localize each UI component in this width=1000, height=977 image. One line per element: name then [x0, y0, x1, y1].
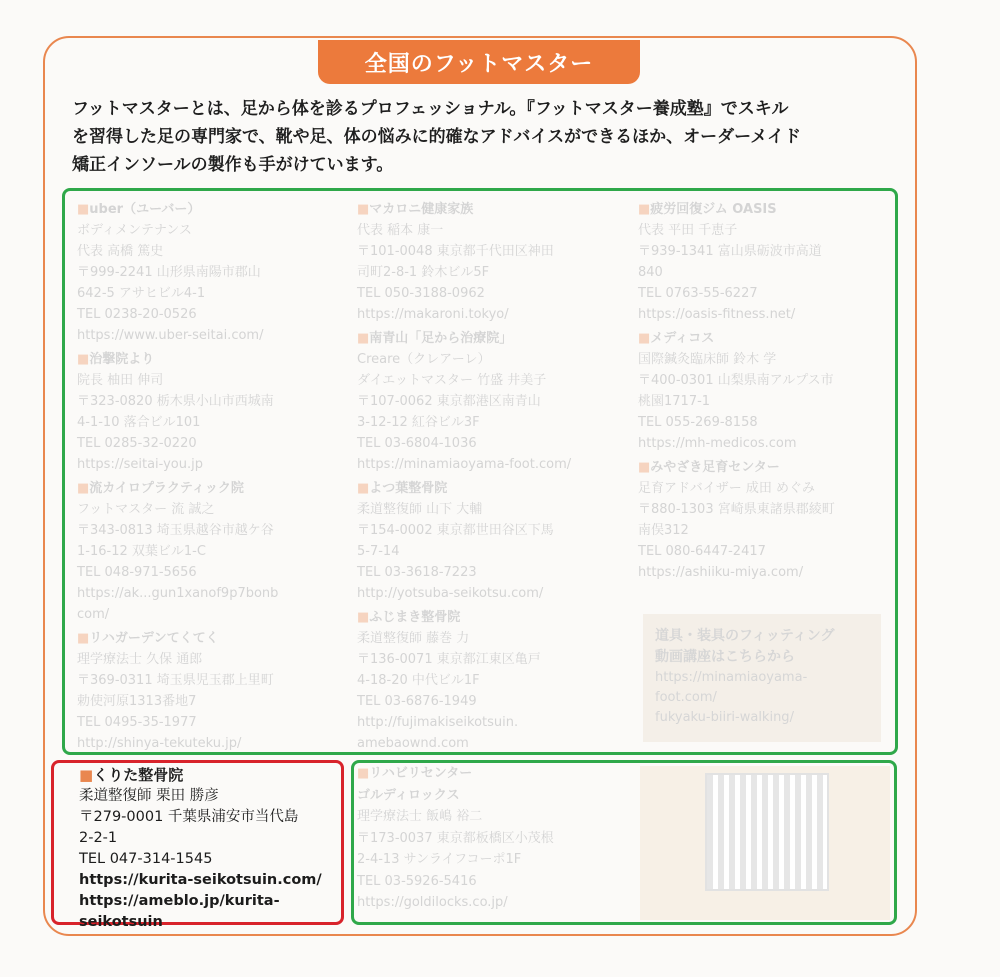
video-url[interactable]: fukyaku-biiri-walking/ — [655, 710, 794, 725]
clinic-detail: 4-1-10 落合ビル101 — [77, 415, 201, 430]
clinic-detail: 642-5 アサヒビル4-1 — [77, 286, 206, 301]
clinic-name-text: リハビリセンター — [369, 766, 473, 781]
clinic-detail: Creare（クレアーレ） — [357, 352, 491, 367]
clinic-detail: 〒154-0002 東京都世田谷区下馬 — [357, 523, 554, 538]
clinic-entry — [638, 328, 883, 454]
video-course-panel — [643, 614, 881, 742]
clinic-name-text: くりた整骨院 — [93, 766, 184, 784]
clinic-detail: TEL 0763-55-6227 — [638, 286, 758, 301]
clinic-address: 〒279-0001 千葉県浦安市当代島 — [79, 809, 299, 825]
clinic-detail: 桃園1717-1 — [638, 394, 711, 409]
clinic-detail: TEL 03-6876-1949 — [357, 694, 477, 709]
square-bullet-icon: ■ — [357, 202, 370, 217]
clinic-entry — [77, 628, 347, 754]
clinic-detail: TEL 0495-35-1977 — [77, 715, 197, 730]
square-bullet-icon: ■ — [77, 202, 90, 217]
clinic-name — [357, 763, 637, 785]
clinic-url[interactable]: https://oasis-fitness.net/ — [638, 307, 796, 322]
square-bullet-icon: ■ — [77, 352, 90, 367]
clinic-detail: 柔道整復師 栗田 勝彦 — [79, 788, 219, 804]
clinic-detail: 〒999-2241 山形県南陽市郡山 — [77, 265, 261, 280]
clinic-detail: TEL 055-269-8158 — [638, 415, 758, 430]
clinic-entry — [357, 478, 632, 604]
clinic-url[interactable]: https://www.uber-seitai.com/ — [77, 328, 264, 343]
square-bullet-icon: ■ — [638, 202, 651, 217]
clinic-url[interactable]: https://seitai-you.jp — [77, 457, 204, 472]
clinic-url[interactable]: https://minamiaoyama-foot.com/ — [357, 457, 572, 472]
clinic-name-text: uber（ユーバー） — [89, 202, 201, 217]
clinic-detail: 柔道整復師 山下 大輔 — [357, 502, 483, 517]
clinic-url[interactable]: https://makaroni.tokyo/ — [357, 307, 509, 322]
clinic-detail: 代表 稲本 康一 — [357, 223, 444, 238]
clinic-name — [638, 328, 883, 349]
clinic-detail: TEL 03-3618-7223 — [357, 565, 477, 580]
clinic-detail: 院長 柚田 伸司 — [77, 373, 164, 388]
clinic-detail: 〒880-1303 宮崎県東諸県郡綾町 — [638, 502, 835, 517]
clinic-name-text: マカロニ健康家族 — [369, 202, 474, 217]
rehab-entry — [357, 763, 637, 914]
clinic-url[interactable]: https://ak...gun1xanof9p7bonb — [77, 586, 279, 601]
clinic-detail: 〒107-0062 東京都港区南青山 — [357, 394, 541, 409]
qr-code-icon[interactable] — [705, 773, 829, 891]
clinic-entry — [77, 349, 347, 475]
clinic-address: 2-2-1 — [79, 830, 118, 846]
clinic-name-text: よつ葉整骨院 — [369, 481, 448, 496]
clinic-detail: 〒369-0311 埼玉県児玉郡上里町 — [77, 673, 274, 688]
clinic-name — [77, 478, 347, 499]
video-url[interactable]: https://minamiaoyama-foot.com/ — [655, 670, 808, 705]
intro-text — [72, 95, 902, 179]
clinic-detail: com/ — [77, 607, 110, 622]
square-bullet-icon: ■ — [79, 766, 94, 784]
clinic-url[interactable]: http://yotsuba-seikotsu.com/ — [357, 586, 544, 601]
clinic-name — [79, 765, 341, 786]
directory-column-1 — [77, 199, 347, 757]
clinic-entry — [77, 199, 347, 346]
clinic-detail: 5-7-14 — [357, 544, 400, 559]
clinic-name — [638, 457, 883, 478]
clinic-detail: 〒323-0820 栃木県小山市西城南 — [77, 394, 274, 409]
clinic-detail: ダイエットマスター 竹盛 井美子 — [357, 373, 547, 388]
clinic-subname: ゴルディロックス — [357, 787, 460, 803]
clinic-detail: 柔道整復師 藤巻 力 — [357, 631, 470, 646]
clinic-detail: 4-18-20 中代ビル1F — [357, 673, 480, 688]
clinic-phone: TEL 03-5926-5416 — [357, 873, 477, 889]
clinic-detail: 840 — [638, 265, 663, 280]
clinic-entry — [638, 199, 883, 325]
clinic-detail: 〒939-1341 富山県砺波市高道 — [638, 244, 822, 259]
clinic-name — [357, 328, 632, 349]
square-bullet-icon: ■ — [357, 610, 370, 625]
clinic-url[interactable]: http://shinya-tekuteku.jp/ — [77, 736, 242, 751]
clinic-url[interactable]: https://ameblo.jp/kurita-seikotsuin — [79, 893, 280, 930]
square-bullet-icon: ■ — [77, 481, 90, 496]
clinic-name — [357, 199, 632, 220]
clinic-name — [77, 628, 347, 649]
clinic-url[interactable]: https://kurita-seikotsuin.com/ — [79, 872, 322, 888]
clinic-name-text: 流カイロプラクティック院 — [89, 481, 244, 496]
clinic-detail: TEL 03-6804-1036 — [357, 436, 477, 451]
clinic-url[interactable]: https://goldilocks.co.jp/ — [357, 895, 508, 910]
clinic-detail: 〒136-0071 東京都江東区亀戸 — [357, 652, 541, 667]
clinic-url[interactable]: https://mh-medicos.com — [638, 436, 797, 451]
clinic-name-text: 疲労回復ジム OASIS — [650, 202, 777, 217]
square-bullet-icon: ■ — [638, 460, 651, 475]
directory-column-3 — [638, 199, 883, 586]
clinic-entry — [77, 478, 347, 625]
clinic-detail: TEL 080-6447-2417 — [638, 544, 766, 559]
clinic-address: 2-4-13 サンライフコーポ1F — [357, 852, 522, 867]
clinic-detail: 〒343-0813 埼玉県越谷市越ケ谷 — [77, 523, 274, 538]
clinic-name-text: 治撃院より — [89, 352, 155, 367]
square-bullet-icon: ■ — [357, 766, 370, 781]
clinic-entry — [357, 607, 632, 754]
clinic-name — [77, 349, 347, 370]
intro-line: 矯正インソールの製作も手がけています。 — [72, 155, 394, 175]
intro-line: フットマスターとは、足から体を診るプロフェッショナル。『フットマスター養成塾』でスキル — [72, 99, 789, 119]
clinic-detail: 〒101-0048 東京都千代田区神田 — [357, 244, 554, 259]
clinic-entry — [357, 199, 632, 325]
intro-line: を習得した足の専門家で、靴や足、体の悩みに的確なアドバイスができるほか、オーダーメイド — [72, 127, 801, 147]
square-bullet-icon: ■ — [638, 331, 651, 346]
clinic-name-text: 南青山「足から治療院」 — [369, 331, 513, 346]
clinic-detail: 司町2-8-1 鈴木ビル5F — [357, 265, 490, 280]
clinic-name — [638, 199, 883, 220]
clinic-detail: 3-12-12 紅谷ビル3F — [357, 415, 480, 430]
clinic-detail: 勅使河原1313番地7 — [77, 694, 197, 709]
clinic-detail: ボディメンテナンス — [77, 223, 192, 238]
clinic-detail: 代表 平田 千恵子 — [638, 223, 738, 238]
clinic-phone: TEL 047-314-1545 — [79, 851, 213, 867]
clinic-name-text: メディコス — [650, 331, 715, 346]
clinic-detail: 理学療法士 飯嶋 裕二 — [357, 809, 483, 824]
clinic-detail: フットマスター 流 誠之 — [77, 502, 215, 517]
clinic-detail: 1-16-12 双葉ビル1-C — [77, 544, 206, 559]
clinic-detail: 〒400-0301 山梨県南アルプス市 — [638, 373, 834, 388]
clinic-name-text: ふじまき整骨院 — [369, 610, 461, 625]
clinic-name — [357, 478, 632, 499]
clinic-url[interactable]: http://fujimakiseikotsuin. — [357, 715, 519, 730]
square-bullet-icon: ■ — [77, 631, 90, 646]
section-title: 全国のフットマスター — [318, 40, 640, 84]
video-heading: 動画講座はこちらから — [655, 649, 795, 665]
clinic-detail: amebaownd.com — [357, 736, 469, 751]
clinic-detail: TEL 048-971-5656 — [77, 565, 197, 580]
clinic-detail: 理学療法士 久保 通郎 — [77, 652, 203, 667]
square-bullet-icon: ■ — [357, 481, 370, 496]
clinic-detail: 代表 高橋 篤史 — [77, 244, 164, 259]
clinic-url[interactable]: https://ashiiku-miya.com/ — [638, 565, 804, 580]
clinic-name-text: みやざき足育センター — [650, 460, 780, 475]
kurita-entry — [79, 765, 341, 933]
clinic-name — [77, 199, 347, 220]
clinic-detail: 足育アドバイザー 成田 めぐみ — [638, 481, 816, 496]
clinic-entry — [638, 457, 883, 583]
clinic-name — [357, 607, 632, 628]
video-heading: 道具・装具のフィッティング — [655, 628, 835, 644]
clinic-address: 〒173-0037 東京都板橋区小茂根 — [357, 830, 554, 846]
clinic-detail: TEL 0285-32-0220 — [77, 436, 197, 451]
clinic-detail: TEL 050-3188-0962 — [357, 286, 485, 301]
clinic-detail: 南俣312 — [638, 523, 689, 538]
square-bullet-icon: ■ — [357, 331, 370, 346]
clinic-detail: 国際鍼灸臨床師 鈴木 学 — [638, 352, 777, 367]
directory-column-2 — [357, 199, 632, 757]
clinic-detail: TEL 0238-20-0526 — [77, 307, 197, 322]
clinic-entry — [357, 328, 632, 475]
clinic-name-text: リハガーデンてくてく — [89, 631, 219, 646]
